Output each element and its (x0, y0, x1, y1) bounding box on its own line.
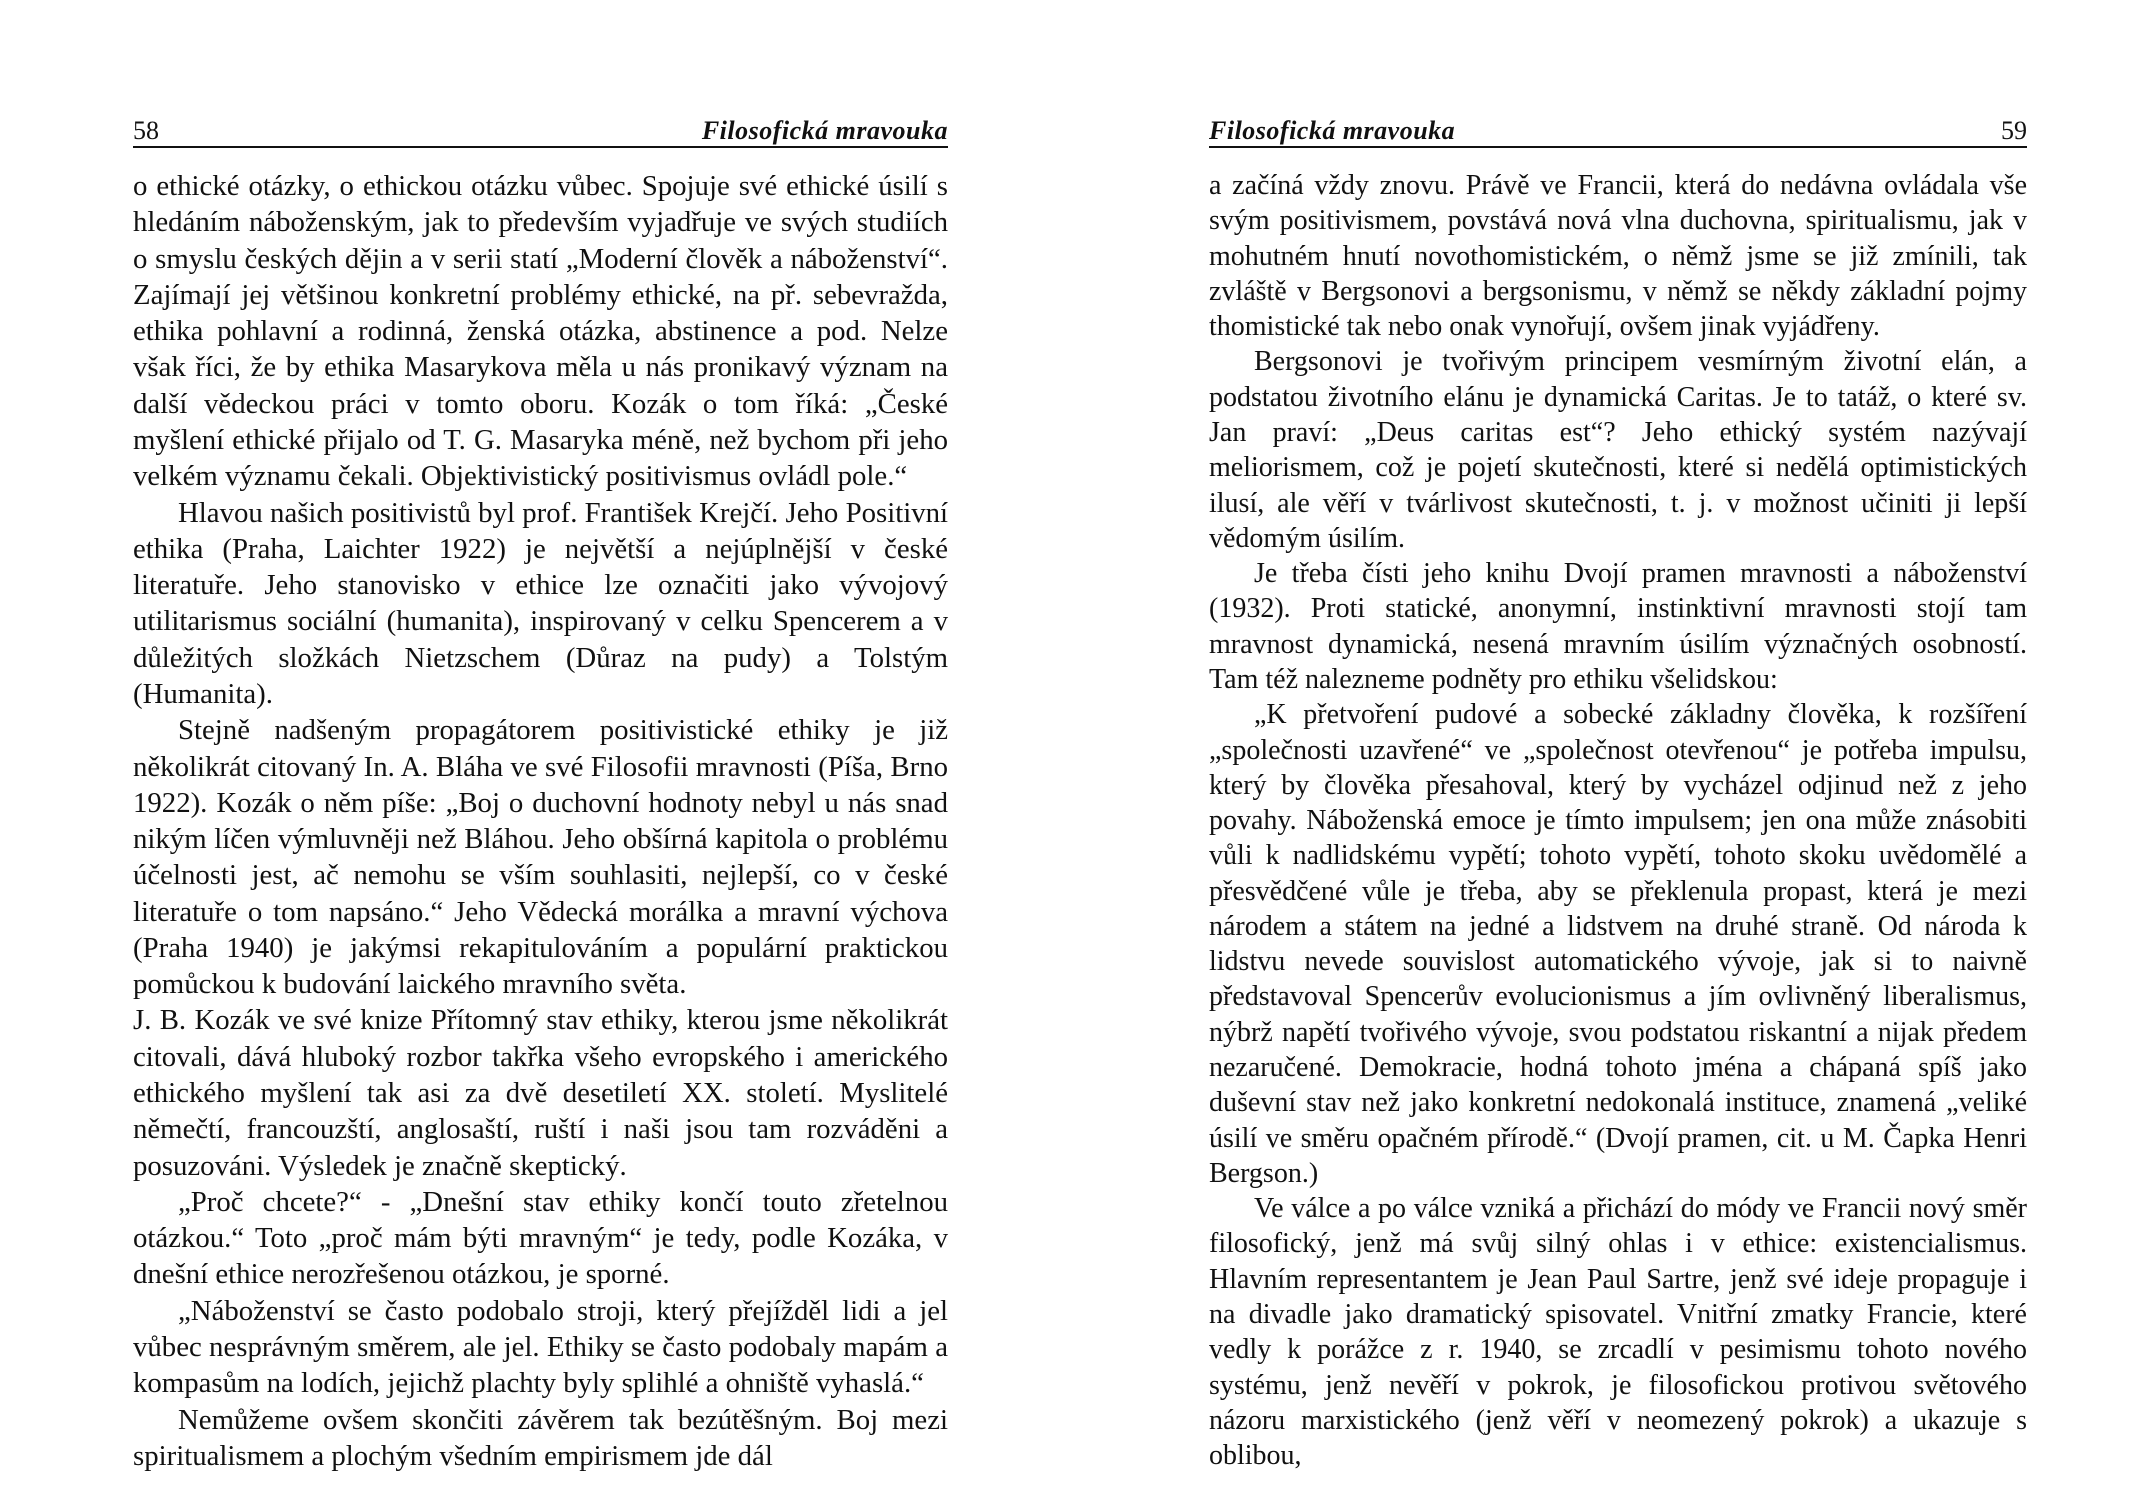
page-number: 59 (2001, 116, 2027, 145)
running-head: Filosofická mravouka (701, 116, 948, 145)
paragraph: Ve válce a po válce vzniká a přichází do módy ve Francii nový směr filosofický, jenž má svůj silný ohlas i v ethice: existencialismus. Hlavním representantem je Jean Paul Sartre, jenž své ideje propaguje i na divadle jako dramatický spisovatel. Vnitřní zmatky Francie, které vedly k porážce z r. 1940, se zrcadlí v pesimismu tohoto nového systému, jenž nevěří v pokrok, je filosofickou protivou světového názoru marxistického (jenž věří v neomezený pokrok) a ukazuje s oblibou, (1209, 1193, 2027, 1472)
right-page-header (1209, 110, 2027, 148)
page-number: 58 (133, 116, 159, 145)
running-head: Filosofická mravouka (1209, 116, 1456, 145)
paragraph: Stejně nadšeným propagátorem positivistické ethiky je již několikrát citovaný In. A. Bláha ve své Filosofii mravnosti (Píša, Brno 1922). Kozák o něm píše: „Boj o duchovní hodnoty nebyl u nás snad nikým líčen výmluvněji než Bláhou. Jeho obšírná kapitola o problému účelnosti jest, ač nemohu se vším souhlasiti, nejlepší, co v české literatuře o tom napsáno.“ Jeho Vědecká morálka a mravní výchova (Praha 1940) je jakýmsi rekapitulováním a populární praktickou pomůckou k budování laického mravního světa. (133, 714, 948, 1001)
paragraph: a začíná vždy znovu. Právě ve Francii, která do nedávna ovládala vše svým positivismem, povstává nová vlna duchovna, spiritualismu, jak v mohutném hnutí novothomistickém, o němž jsme se již zmínili, tak zvláště v Bergsonovi a bergsonismu, v němž se někdy základní pojmy thomistické tak nebo onak vynořují, ovšem jinak vyjádřeny. (1209, 170, 2027, 343)
quote-paragraph: „Náboženství se často podobalo stroji, který přejížděl lidi a jel vůbec nesprávným směrem, ale jel. Ethiky se často podobaly mapám a kompasům na lodích, jejichž plachty byly splihlé a ohniště vyhaslá.“ (133, 1294, 948, 1400)
paragraph: J. B. Kozák ve své knize Přítomný stav ethiky, kterou jsme několikrát citovali, dává hluboký rozbor takřka všeho evropského i amerického ethického myšlení tak asi za dvě desetiletí XX. století. Myslitelé němečtí, francouzští, anglosaští, ruští i naši jsou tam rozváděni a posuzováni. Výsledek je značně skeptický. (133, 1004, 948, 1182)
left-page-body (133, 168, 948, 1474)
paragraph: o ethické otázky, o ethickou otázku vůbec. Spojuje své ethické úsilí s hledáním náboženským, jak to především vyjadřuje ve svých studiích o smyslu českých dějin a v serii statí „Moderní člověk a náboženství“. Zajímají jej většinou konkretní problémy ethické, na př. sebevražda, ethika pohlavní a rodinná, ženská otázka, abstinence a pod. Nelze však říci, že by ethika Masarykova měla u nás pronikavý význam na další vědeckou práci v tomto oboru. Kozák o tom říká: „České myšlení ethické přijalo od T. G. Masaryka méně, než bychom při jeho velkém významu čekali. Objektivistický positivismus ovládl pole.“ (133, 170, 948, 493)
paragraph: „Proč chcete?“ - „Dnešní stav ethiky končí touto zřetelnou otázkou.“ Toto „proč mám býti mravným“ je tedy, podle Kozáka, v dnešní ethice nerozřešenou otázkou, je sporné. (133, 1185, 948, 1291)
paragraph: Je třeba čísti jeho knihu Dvojí pramen mravnosti a náboženství (1932). Proti statické, anonymní, instinktivní mravnosti stojí tam mravnost dynamická, nesená mravním úsilím význačných osobností. Tam též nalezneme podněty pro ethiku všelidskou: (1209, 558, 2027, 695)
paragraph: Nemůžeme ovšem skončiti závěrem tak bezútěšným. Boj mezi spiritualismem a plochým všedním empirismem jde dál (133, 1403, 948, 1472)
paragraph: Bergsonovi je tvořivým principem vesmírným životní elán, a podstatou životního elánu je dynamická Caritas. Je to tatáž, o které sv. Jan praví: „Deus caritas est“? Jeho ethický systém nazývají meliorismem, což je pojetí skutečnosti, které si nedělá optimistických ilusí, ale věří v tvárlivost skutečnosti, t. j. v možnost učiniti ji lepší vědomým úsilím. (1209, 346, 2027, 554)
left-page-header (133, 110, 948, 148)
paragraph: Hlavou našich positivistů byl prof. František Krejčí. Jeho Positivní ethika (Praha, Laichter 1922) je největší a nejúplnější v české literatuře. Jeho stanovisko v ethice lze označiti jako vývojový utilitarismus sociální (humanita), inspirovaný v celku Spencerem a v důležitých složkách Nietzschem (Důraz na pudy) a Tolstým (Humanita). (133, 496, 948, 710)
quote-paragraph: „K přetvoření pudové a sobecké základny člověka, k rozšíření „společnosti uzavřené“ ve „společnost otevřenou“ je potřeba impulsu, který by člověka přesahoval, který by vycházel odjinud než z jeho povahy. Náboženská emoce je tímto impulsem; jen ona může znásobiti vůli k nadlidskému vypětí; tohoto vypětí, tohoto skoku uvědomělé a přesvědčené vůle je třeba, aby se překlenula propast, která je mezi národem a státem na jedné a lidstvem na druhé straně. Od národa k lidstvu nevede souvislost automatického vývoje, jak si to naivně představoval Spencerův evolucionismus a jím ovlivněný liberalismus, nýbrž napětí tvořivého vývoje, svou podstatou riskantní a nijak předem nezaručené. Demokracie, hodná tohoto jména a chápaná spíš jako duševní stav než jako konkretní nedokonalá instituce, znamená „veliké úsilí ve směru opačném přírodě.“ (Dvojí pramen, cit. u M. Čapka Henri Bergson.) (1209, 699, 2027, 1189)
right-page (1072, 0, 2144, 1500)
right-page-body (1209, 168, 2027, 1473)
